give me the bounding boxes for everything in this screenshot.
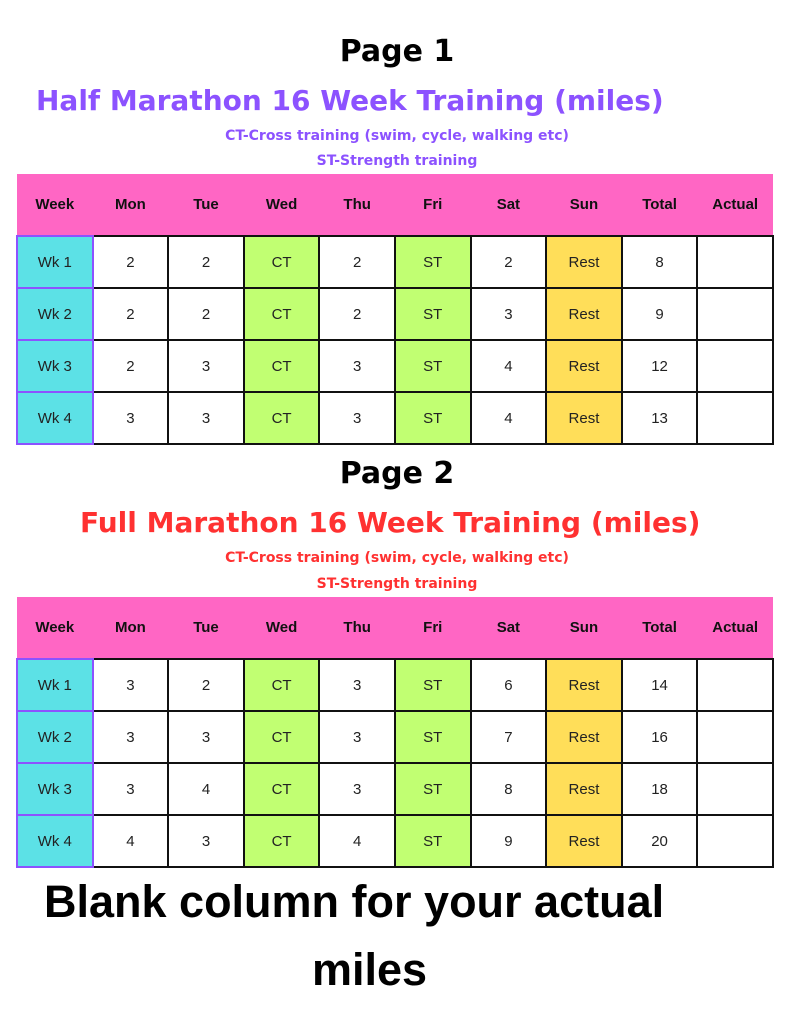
- column-header-week: Week: [17, 174, 93, 236]
- cell-fri: ST: [395, 236, 471, 288]
- cell-sat: 9: [471, 815, 547, 867]
- table-row: [17, 763, 773, 815]
- half-marathon-table: [16, 174, 774, 445]
- cell-week: Wk 3: [17, 340, 93, 392]
- cell-fri: ST: [395, 711, 471, 763]
- cell-week: Wk 1: [17, 659, 93, 711]
- column-header-sun: Sun: [546, 174, 622, 236]
- cell-fri: ST: [395, 763, 471, 815]
- actual-miles-cell[interactable]: [697, 392, 773, 444]
- cell-week: Wk 3: [17, 763, 93, 815]
- cell-sat: 8: [471, 763, 547, 815]
- cell-mon: 3: [93, 763, 169, 815]
- cell-week: Wk 2: [17, 711, 93, 763]
- actual-miles-cell[interactable]: [697, 288, 773, 340]
- full-subtitle-st: ST-Strength training: [316, 576, 478, 592]
- cell-wed: CT: [244, 763, 320, 815]
- table-header-row: [17, 174, 773, 236]
- column-header-week: Week: [17, 597, 93, 659]
- actual-miles-cell[interactable]: [697, 815, 773, 867]
- cell-fri: ST: [395, 288, 471, 340]
- cell-fri: ST: [395, 340, 471, 392]
- page-1-label: Page 1: [339, 34, 455, 69]
- cell-total: 12: [622, 340, 698, 392]
- column-header-total: Total: [622, 597, 698, 659]
- cell-sun: Rest: [546, 392, 622, 444]
- full-subtitle-ct: CT-Cross training (swim, cycle, walking etc): [225, 550, 569, 566]
- cell-thu: 3: [319, 340, 395, 392]
- table-row: [17, 659, 773, 711]
- column-header-actual: Actual: [697, 174, 773, 236]
- cell-total: 13: [622, 392, 698, 444]
- table-row: [17, 711, 773, 763]
- cell-mon: 4: [93, 815, 169, 867]
- cell-thu: 3: [319, 763, 395, 815]
- cell-sat: 2: [471, 236, 547, 288]
- cell-sun: Rest: [546, 659, 622, 711]
- cell-thu: 3: [319, 659, 395, 711]
- cell-week: Wk 4: [17, 392, 93, 444]
- cell-sun: Rest: [546, 711, 622, 763]
- cell-tue: 2: [168, 288, 244, 340]
- cell-mon: 3: [93, 711, 169, 763]
- page-2-label: Page 2: [339, 456, 455, 491]
- cell-fri: ST: [395, 392, 471, 444]
- cell-total: 16: [622, 711, 698, 763]
- cell-mon: 2: [93, 236, 169, 288]
- cell-mon: 2: [93, 288, 169, 340]
- cell-sat: 4: [471, 392, 547, 444]
- cell-thu: 2: [319, 236, 395, 288]
- column-header-thu: Thu: [319, 174, 395, 236]
- half-marathon-title: Half Marathon 16 Week Training (miles): [36, 84, 664, 117]
- cell-wed: CT: [244, 288, 320, 340]
- cell-total: 14: [622, 659, 698, 711]
- table-header-row: [17, 597, 773, 659]
- cell-thu: 3: [319, 392, 395, 444]
- cell-tue: 3: [168, 815, 244, 867]
- cell-week: Wk 1: [17, 236, 93, 288]
- cell-thu: 3: [319, 711, 395, 763]
- cell-mon: 2: [93, 340, 169, 392]
- column-header-wed: Wed: [244, 597, 320, 659]
- column-header-fri: Fri: [395, 174, 471, 236]
- cell-tue: 3: [168, 392, 244, 444]
- column-header-sat: Sat: [471, 597, 547, 659]
- actual-miles-cell[interactable]: [697, 236, 773, 288]
- cell-thu: 4: [319, 815, 395, 867]
- table-row: [17, 392, 773, 444]
- column-header-mon: Mon: [93, 597, 169, 659]
- column-header-actual: Actual: [697, 597, 773, 659]
- column-header-sat: Sat: [471, 174, 547, 236]
- cell-week: Wk 4: [17, 815, 93, 867]
- cell-mon: 3: [93, 392, 169, 444]
- column-header-fri: Fri: [395, 597, 471, 659]
- table-row: [17, 288, 773, 340]
- cell-sun: Rest: [546, 340, 622, 392]
- column-header-mon: Mon: [93, 174, 169, 236]
- cell-total: 9: [622, 288, 698, 340]
- full-marathon-title: Full Marathon 16 Week Training (miles): [80, 506, 701, 539]
- cell-week: Wk 2: [17, 288, 93, 340]
- cell-sun: Rest: [546, 236, 622, 288]
- cell-tue: 3: [168, 340, 244, 392]
- column-header-thu: Thu: [319, 597, 395, 659]
- cell-sat: 4: [471, 340, 547, 392]
- table-row: [17, 340, 773, 392]
- actual-miles-cell[interactable]: [697, 340, 773, 392]
- cell-total: 20: [622, 815, 698, 867]
- cell-fri: ST: [395, 815, 471, 867]
- cell-fri: ST: [395, 659, 471, 711]
- actual-miles-cell[interactable]: [697, 711, 773, 763]
- column-header-tue: Tue: [168, 174, 244, 236]
- cell-sun: Rest: [546, 815, 622, 867]
- footer-line-1: Blank column for your actual: [44, 876, 665, 927]
- table-row: [17, 236, 773, 288]
- cell-sat: 3: [471, 288, 547, 340]
- cell-tue: 4: [168, 763, 244, 815]
- cell-total: 8: [622, 236, 698, 288]
- footer-line-2: miles: [312, 944, 428, 995]
- cell-tue: 3: [168, 711, 244, 763]
- full-marathon-table: [16, 597, 774, 868]
- half-subtitle-st: ST-Strength training: [316, 153, 478, 169]
- column-header-tue: Tue: [168, 597, 244, 659]
- cell-thu: 2: [319, 288, 395, 340]
- column-header-sun: Sun: [546, 597, 622, 659]
- cell-wed: CT: [244, 815, 320, 867]
- cell-mon: 3: [93, 659, 169, 711]
- cell-wed: CT: [244, 659, 320, 711]
- column-header-total: Total: [622, 174, 698, 236]
- cell-wed: CT: [244, 340, 320, 392]
- cell-wed: CT: [244, 711, 320, 763]
- cell-wed: CT: [244, 236, 320, 288]
- cell-sun: Rest: [546, 288, 622, 340]
- actual-miles-cell[interactable]: [697, 763, 773, 815]
- cell-sun: Rest: [546, 763, 622, 815]
- cell-wed: CT: [244, 392, 320, 444]
- cell-total: 18: [622, 763, 698, 815]
- column-header-wed: Wed: [244, 174, 320, 236]
- half-subtitle-ct: CT-Cross training (swim, cycle, walking etc): [225, 128, 569, 144]
- cell-sat: 7: [471, 711, 547, 763]
- cell-tue: 2: [168, 659, 244, 711]
- actual-miles-cell[interactable]: [697, 659, 773, 711]
- cell-tue: 2: [168, 236, 244, 288]
- table-row: [17, 815, 773, 867]
- cell-sat: 6: [471, 659, 547, 711]
